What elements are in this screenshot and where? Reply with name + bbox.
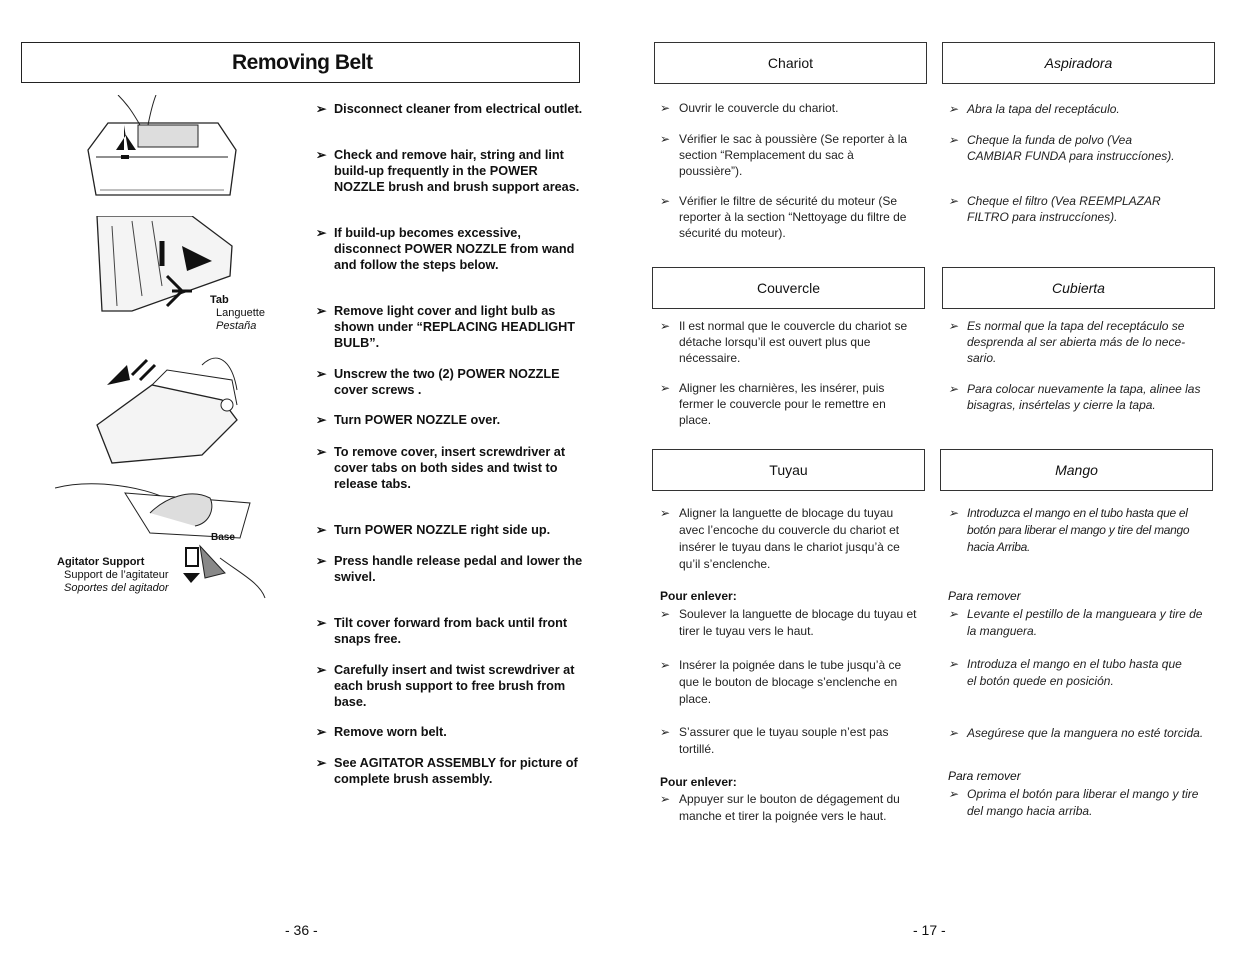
step-11: ➢ Carefully insert and twist screwdriver at each brush support to free brush from base. <box>316 663 575 709</box>
es-mango-remove-item: ➢ Oprima el botón para liberar el mango y tire del mango hacia arriba. <box>948 787 1199 818</box>
es-cubierta-item: ➢ Para colocar nuevamente la tapa, alinee las bisagras, insértelas y cierre la tapa. <box>948 382 1201 412</box>
es-aspiradora-item: ➢ Cheque el filtro (Vea REEMPLAZAR FILTRO para instruccíones). <box>948 194 1161 224</box>
fr-tuyau-remove-item: ➢ Appuyer sur le bouton de dégagement du manche et tirer la poignée vers le haut. <box>660 792 900 823</box>
page-number-right: - 17 - <box>913 922 946 938</box>
fr-tuyau-remove-heading: Pour enlever: <box>660 589 737 603</box>
heading-mango: Mango <box>940 449 1213 491</box>
step-8: ➢ Turn POWER NOZZLE right side up. <box>316 523 551 537</box>
cover-tilt-illustration <box>92 345 242 465</box>
step-12: ➢ Remove worn belt. <box>316 725 447 739</box>
agitator-label: Agitator Support <box>57 556 145 568</box>
agitator-label-es: Soportes del agitador <box>64 582 169 594</box>
fr-tuyau-remove-item: ➢ Soulever la languette de blocage du tuyau et tirer le tuyau vers le haut. <box>660 607 917 638</box>
heading-cubierta: Cubierta <box>942 267 1215 309</box>
page-number-left: - 36 - <box>285 922 318 938</box>
tab-label: Tab <box>210 294 229 306</box>
fr-tuyau-remove-item: ➢ S’assurer que le tuyau souple n’est pas tortillé. <box>660 725 889 756</box>
agitator-label-fr: Support de l’agitateur <box>64 569 169 581</box>
step-3: ➢ If build-up becomes excessive, disconnect POWER NOZZLE from wand and follow the steps below. <box>316 226 575 272</box>
fr-tuyau-remove-heading-2: Pour enlever: <box>660 775 737 789</box>
fr-tuyau-remove-item: ➢ Insérer la poignée dans le tube jusqu’à ce que le bouton de blocage s’enclenche en place. <box>660 658 902 706</box>
page-title: Removing Belt <box>232 51 373 74</box>
fr-tuyau-item: ➢ Aligner la languette de blocage du tuyau avec l’encoche du couvercle du chariot et insérer le tuyau dans le chariot jusqu’à ce qu’il s’enclenche. <box>660 506 900 571</box>
nozzle-top-illustration <box>78 95 243 210</box>
step-5: ➢ Unscrew the two (2) POWER NOZZLE cover screws . <box>316 367 560 397</box>
tab-label-fr: Languette <box>216 307 265 319</box>
fr-couvercle-item: ➢ Aligner les charnières, les insérer, puis fermer le couvercle pour le remettre en place. <box>660 381 886 427</box>
tab-label-es: Pestaña <box>216 320 257 332</box>
heading-chariot: Chariot <box>654 42 927 84</box>
fr-chariot-item: ➢ Ouvrir le couvercle du chariot. <box>660 101 839 115</box>
es-mango-remove-heading: Para remover <box>948 589 1021 603</box>
step-7: ➢ To remove cover, insert screwdriver at cover tabs on both sides and twist to release tabs. <box>316 445 566 491</box>
step-6: ➢ Turn POWER NOZZLE over. <box>316 413 501 427</box>
step-9: ➢ Press handle release pedal and lower the swivel. <box>316 554 583 584</box>
fr-chariot-item: ➢ Vérifier le sac à poussière (Se reporter à la section “Remplacement du sac à poussière”). <box>660 132 908 178</box>
step-13: ➢ See AGITATOR ASSEMBLY for picture of complete brush assembly. <box>316 756 578 786</box>
es-cubierta-item: ➢ Es normal que la tapa del receptáculo se desprenda al ser abierta más de lo nece-sario. <box>948 319 1186 365</box>
es-aspiradora-item: ➢ Abra la tapa del receptáculo. <box>948 102 1120 116</box>
step-2: ➢ Check and remove hair, string and lint build-up frequently in the POWER NOZZLE brush and brush support areas. <box>316 148 580 194</box>
es-mango-remove-item: ➢ Asegúrese que la manguera no esté torcida. <box>948 726 1204 740</box>
step-1: ➢ Disconnect cleaner from electrical outlet. <box>316 102 583 116</box>
es-mango-remove-item: ➢ Levante el pestillo de la mangueara y tire de la manguera. <box>948 607 1203 638</box>
heading-aspiradora: Aspiradora <box>942 42 1215 84</box>
es-mango-item: ➢ Introduzca el mango en el tubo hasta que el botón para liberar el mango y tire del mango hacia Arriba. <box>948 506 1190 554</box>
heading-tuyau: Tuyau <box>652 449 925 491</box>
heading-couvercle: Couvercle <box>652 267 925 309</box>
page-title-box <box>21 42 580 83</box>
base-label: Base <box>211 532 235 543</box>
fr-chariot-item: ➢ Vérifier le filtre de sécurité du moteur (Se reporter à la section “Nettoyage du filtre de sécurité du moteur). <box>660 194 907 240</box>
fr-couvercle-item: ➢ Il est normal que le couvercle du chariot se détache lorsqu’il est ouvert plus que nécessaire. <box>660 319 908 365</box>
es-aspiradora-item: ➢ Cheque la funda de polvo (Vea CAMBIAR FUNDA para instruccíones). <box>948 133 1175 163</box>
es-mango-remove-item: ➢ Introduza el mango en el tubo hasta que el botón quede en posición. <box>948 657 1182 688</box>
es-mango-remove-heading-2: Para remover <box>948 769 1021 783</box>
step-4: ➢ Remove light cover and light bulb as shown under “REPLACING HEADLIGHT BULB”. <box>316 304 576 350</box>
step-10: ➢ Tilt cover forward from back until front snaps free. <box>316 616 568 646</box>
